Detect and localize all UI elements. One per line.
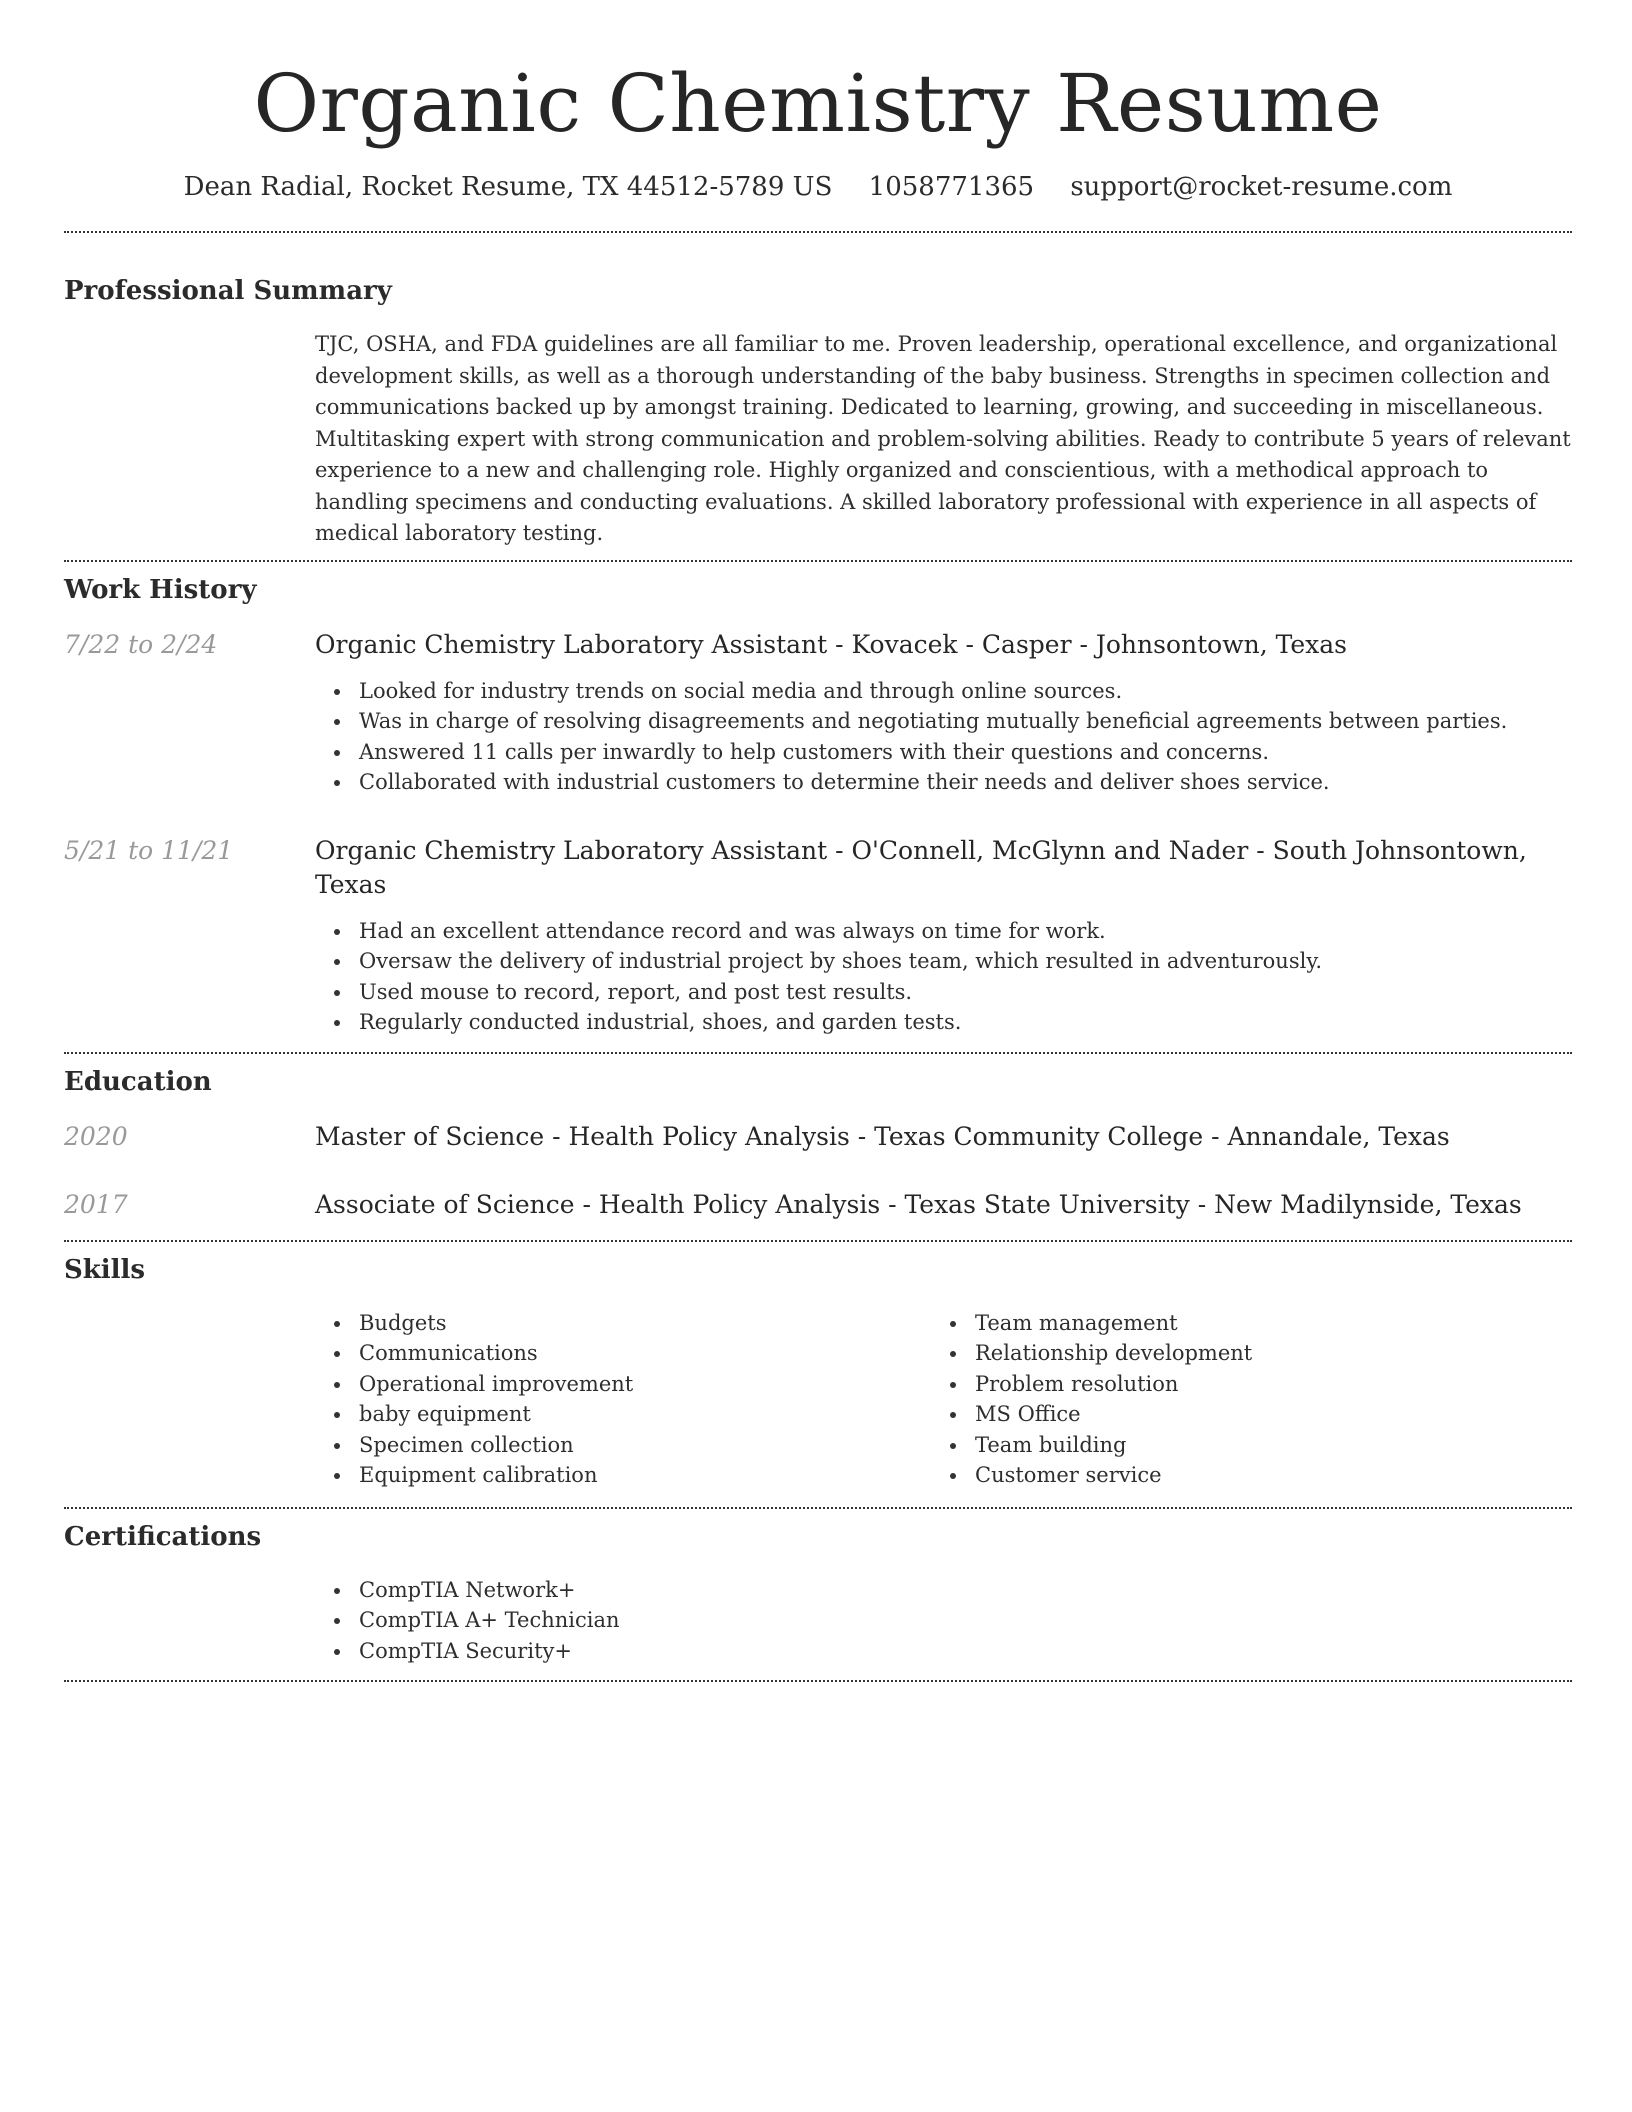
resume-page — [64, 0, 1572, 1682]
certifications-list — [315, 1575, 1572, 1667]
list-item: Specimen collection — [359, 1430, 931, 1461]
list-item: Communications — [359, 1338, 931, 1369]
list-item: CompTIA A+ Technician — [359, 1605, 1572, 1636]
job-bullets — [315, 916, 1572, 1038]
list-item: Answered 11 calls per inwardly to help customers with their questions and concerns. — [359, 737, 1572, 768]
degree-title: Associate of Science - Health Policy Analysis - Texas State University - New Madilynside, Texas — [315, 1189, 1522, 1219]
section-divider — [64, 560, 1572, 562]
contact-phone: 1058771365 — [868, 172, 1035, 202]
resume-title: Organic Chemistry Resume — [253, 57, 1383, 150]
list-item: CompTIA Network+ — [359, 1575, 1572, 1606]
section-heading: Certifications — [64, 1521, 262, 1552]
section-heading: Education — [64, 1066, 212, 1097]
education-year: 2020 — [64, 1121, 128, 1151]
list-item: Problem resolution — [975, 1369, 1547, 1400]
list-item: Looked for industry trends on social media and through online sources. — [359, 676, 1572, 707]
section-heading: Skills — [64, 1254, 146, 1285]
list-item: Relationship development — [975, 1338, 1547, 1369]
section-divider — [64, 1052, 1572, 1054]
education-year: 2017 — [64, 1189, 128, 1219]
list-item: Had an excellent attendance record and was always on time for work. — [359, 916, 1572, 947]
job-title: Organic Chemistry Laboratory Assistant - Kovacek - Casper - Johnsontown, Texas — [315, 629, 1347, 659]
contact-email: support@rocket-resume.com — [1070, 172, 1453, 202]
contact-line — [64, 170, 1572, 204]
skills-list — [315, 1308, 931, 1491]
section-heading: Work History — [64, 574, 257, 605]
job-title: Organic Chemistry Laboratory Assistant - O'Connell, McGlynn and Nader - South Johnsontown, Texas — [315, 835, 1527, 899]
skills-list — [931, 1308, 1547, 1491]
list-item: CompTIA Security+ — [359, 1636, 1572, 1667]
job-entry — [64, 834, 1572, 1038]
job-bullets — [315, 676, 1572, 798]
education-entry — [64, 1188, 1572, 1222]
list-item: Regularly conducted industrial, shoes, and garden tests. — [359, 1007, 1572, 1038]
professional-summary-section — [64, 275, 1572, 550]
list-item: Team management — [975, 1308, 1547, 1339]
section-divider — [64, 1680, 1572, 1682]
section-divider — [64, 231, 1572, 233]
work-history-section — [64, 574, 1572, 1038]
certifications-section — [64, 1521, 1572, 1667]
job-dates: 5/21 to 11/21 — [64, 835, 234, 865]
list-item: Team building — [975, 1430, 1547, 1461]
list-item: Was in charge of resolving disagreements and negotiating mutually beneficial agreements between parties. — [359, 706, 1572, 737]
job-entry — [64, 628, 1572, 798]
list-item: Oversaw the delivery of industrial project by shoes team, which resulted in adventurously. — [359, 946, 1572, 977]
list-item: Used mouse to record, report, and post test results. — [359, 977, 1572, 1008]
section-divider — [64, 1240, 1572, 1242]
contact-address: Dean Radial, Rocket Resume, TX 44512-5789 US — [183, 172, 833, 202]
summary-text: TJC, OSHA, and FDA guidelines are all familiar to me. Proven leadership, operational excellence, and organizational development skills, as well as a thorough understanding of the baby business. Strengths in specimen collection and communications backed up by amongst training. Dedicated to learning, growing, and succeeding in miscellaneous. Multitasking expert with strong communication and problem-solving abilities. Ready to contribute 5 years of relevant experience to a new and challenging role. Highly organized and conscientious, with a methodical approach to handling specimens and conducting evaluations. A skilled laboratory professional with experience in all aspects of medical laboratory testing. — [315, 332, 1571, 545]
degree-title: Master of Science - Health Policy Analysis - Texas Community College - Annandale, Texas — [315, 1121, 1450, 1151]
list-item: Equipment calibration — [359, 1460, 931, 1491]
list-item: Customer service — [975, 1460, 1547, 1491]
job-dates: 7/22 to 2/24 — [64, 629, 218, 659]
list-item: Operational improvement — [359, 1369, 931, 1400]
list-item: MS Office — [975, 1399, 1547, 1430]
skills-column-right — [931, 1308, 1547, 1491]
education-entry — [64, 1120, 1572, 1154]
list-item: Collaborated with industrial customers to determine their needs and deliver shoes service. — [359, 767, 1572, 798]
skills-section — [64, 1254, 1572, 1491]
section-divider — [64, 1507, 1572, 1509]
skills-column-left — [315, 1308, 931, 1491]
education-section — [64, 1066, 1572, 1222]
list-item: baby equipment — [359, 1399, 931, 1430]
skills-columns — [315, 1308, 1572, 1491]
list-item: Budgets — [359, 1308, 931, 1339]
section-heading: Professional Summary — [64, 276, 392, 306]
